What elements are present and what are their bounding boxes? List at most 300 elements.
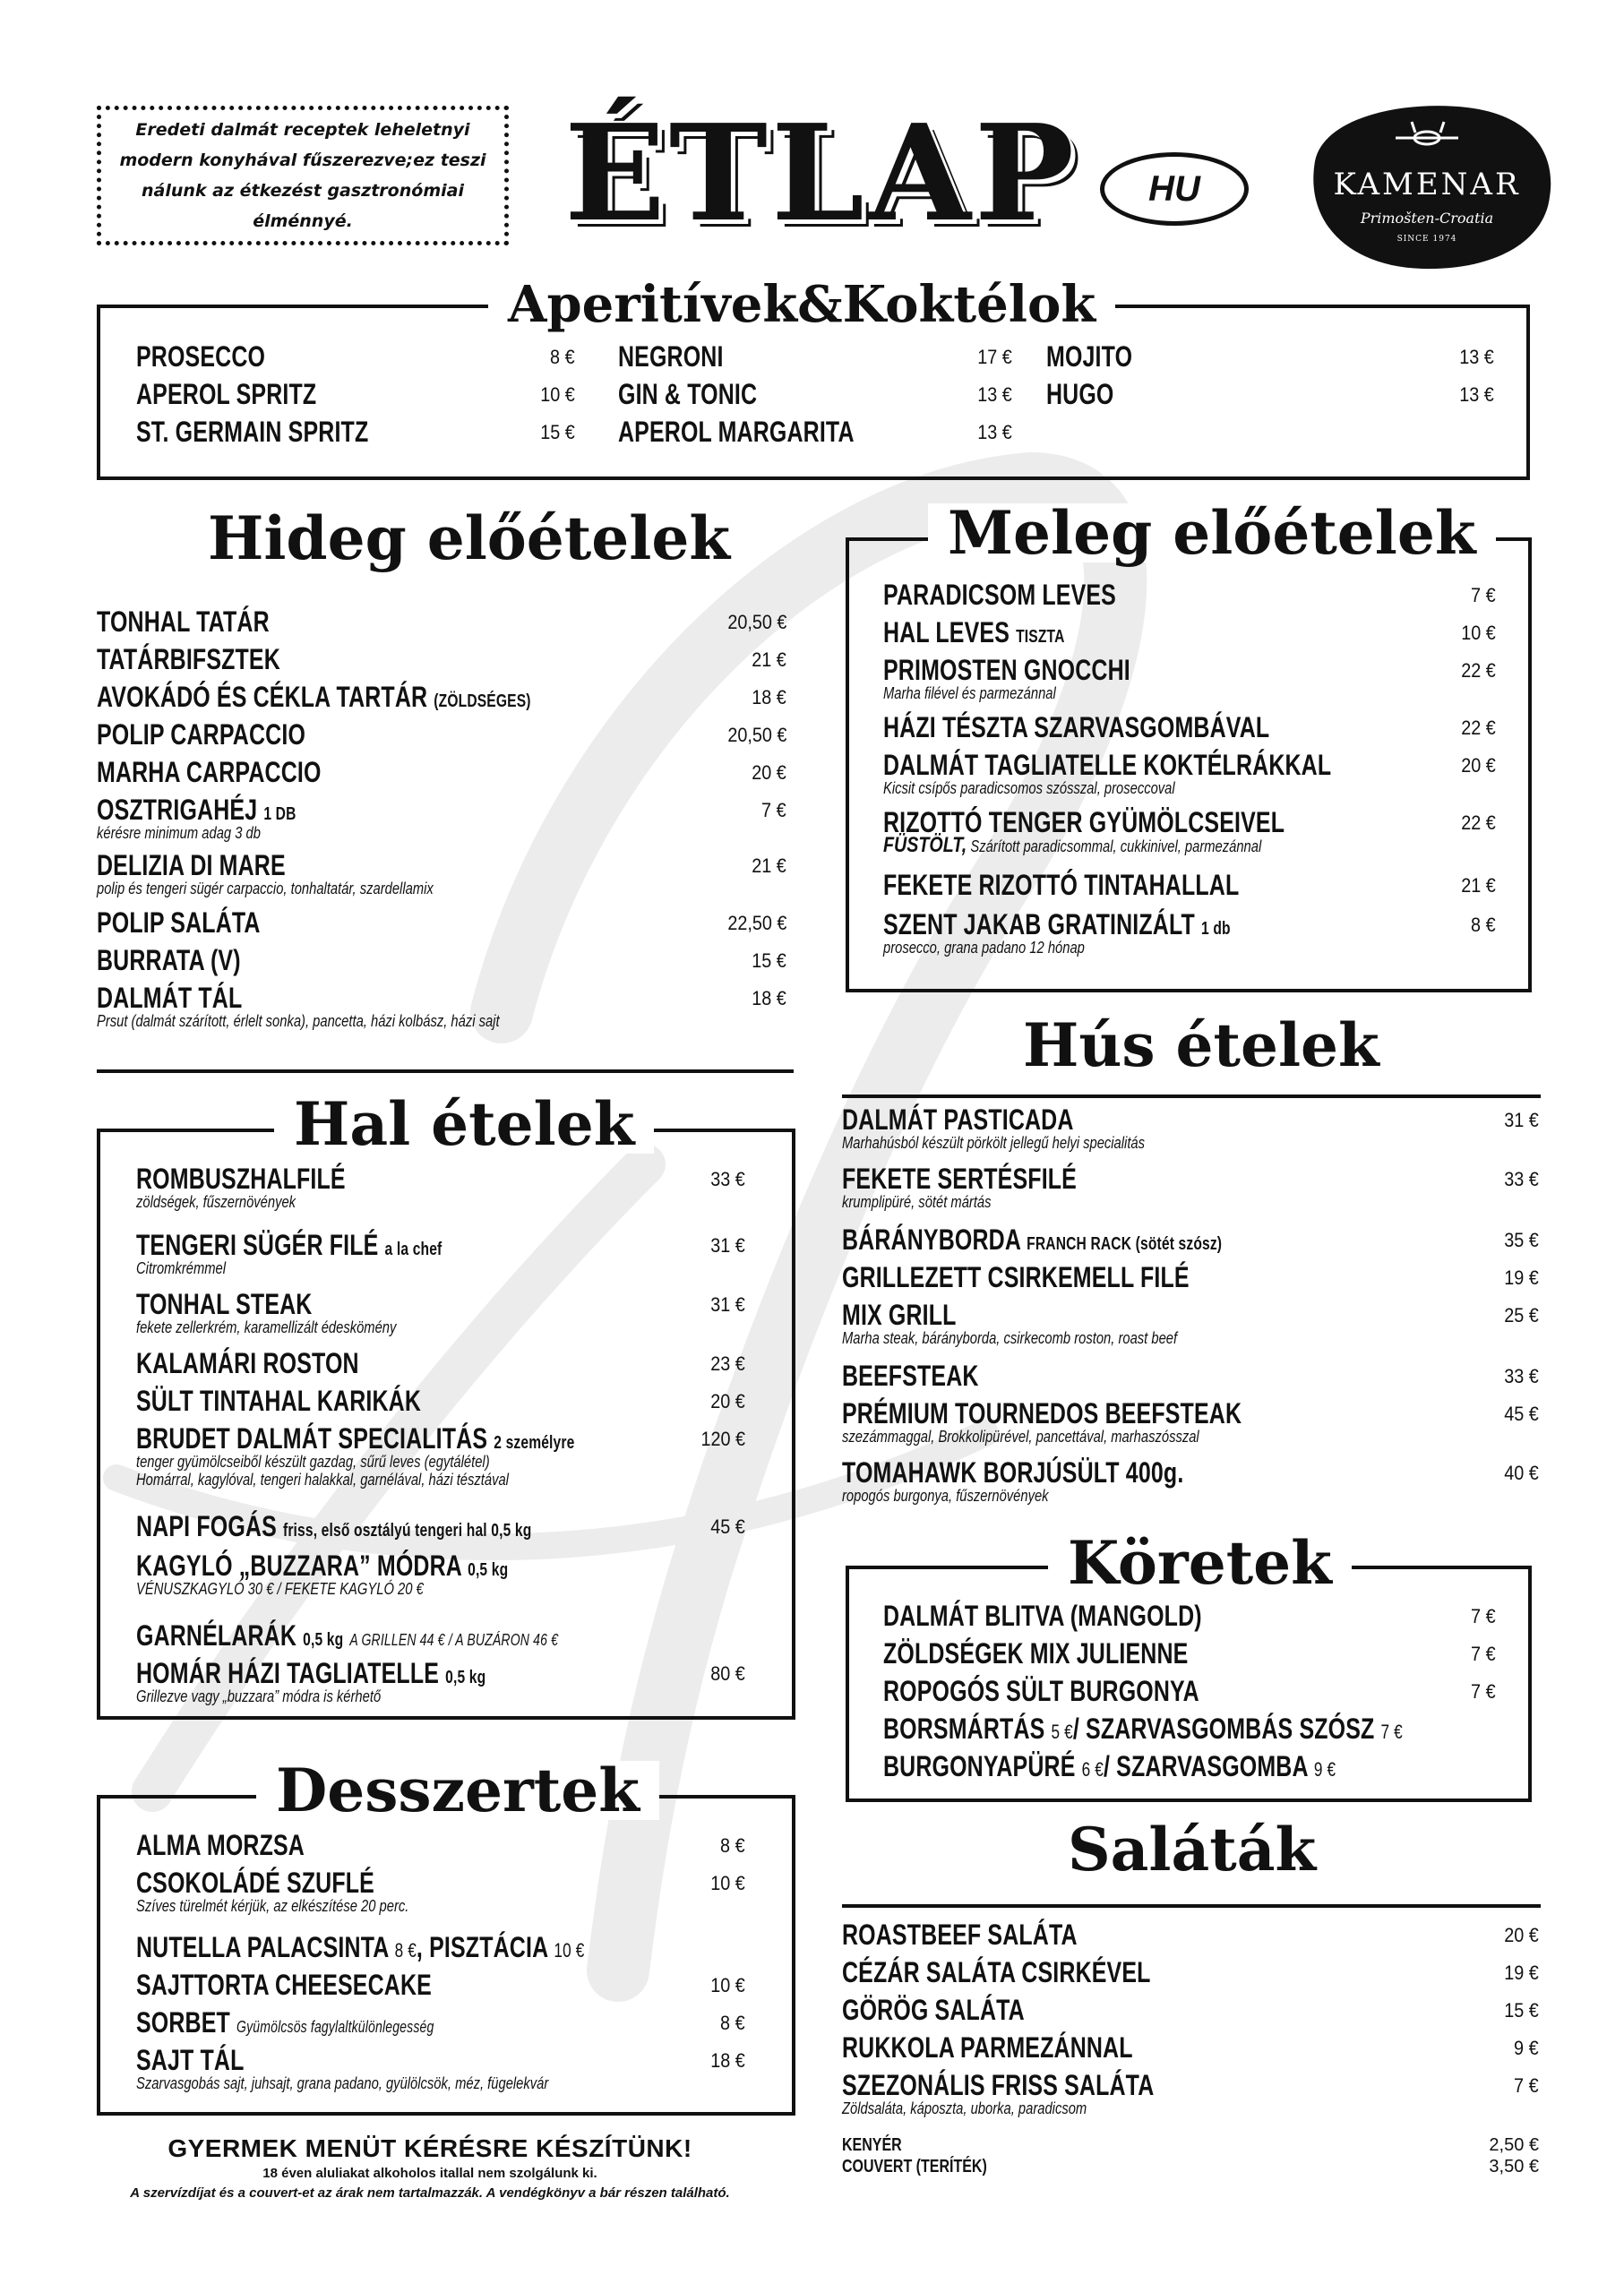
menu-item[interactable] (842, 1956, 1539, 1992)
item-name-text: ZÖLDSÉGEK MIX JULIENNE (883, 1637, 1189, 1670)
item-name (883, 749, 1331, 781)
item-description (136, 1580, 424, 1598)
item-name-text: POLIP CARPACCIO (97, 718, 306, 751)
item-description (136, 1193, 296, 1211)
item-description (842, 1193, 992, 1211)
item-price: 120 € (700, 1428, 745, 1450)
item-name (842, 1956, 1151, 1988)
item-price: 21 € (752, 648, 786, 671)
item-description (883, 939, 1085, 957)
item-price: 20 € (710, 1390, 745, 1412)
menu-item[interactable] (1046, 378, 1494, 414)
item-price: 23 € (710, 1352, 745, 1375)
item-price: 7 € (1471, 1643, 1496, 1665)
menu-item[interactable] (136, 1619, 745, 1655)
cold-bottom-rule (97, 1069, 794, 1073)
menu-item[interactable] (136, 1510, 745, 1546)
item-description (97, 880, 434, 897)
item-description (842, 1134, 1145, 1152)
item-name (97, 605, 270, 638)
menu-item[interactable] (883, 908, 1496, 957)
item-price: 18 € (752, 987, 786, 1009)
item-name (618, 340, 724, 373)
item-name-text: MOJITO (1046, 340, 1133, 373)
item-name (136, 1385, 421, 1417)
item-name (136, 2044, 245, 2076)
item-name (97, 681, 531, 717)
item-description-text: polip és tengeri sügér carpaccio, tonhaltatár, szardellamix (97, 880, 434, 897)
item-price: 31 € (1504, 1109, 1539, 1131)
item-name-text: ALMA MORZSA (136, 1829, 305, 1861)
item-description-text: VÉNUSZKAGYLÓ 30 € / FEKETE KAGYLÓ 20 € (136, 1580, 424, 1598)
cold-heading: Hideg előételek (188, 509, 750, 568)
item-name-text: CSOKOLÁDÉ SZUFLÉ (136, 1867, 374, 1899)
item-name-text: SÜLT TINTAHAL KARIKÁK (136, 1385, 422, 1417)
fish-heading: Hal ételek (274, 1095, 654, 1154)
menu-item[interactable] (618, 378, 1012, 414)
menu-item[interactable] (136, 378, 575, 414)
menu-item[interactable] (136, 1829, 745, 1865)
item-price: 9 € (1514, 2037, 1539, 2059)
item-name (136, 1619, 558, 1656)
item-price: 15 € (1504, 1999, 1539, 2022)
item-price: 10 € (540, 383, 575, 406)
menu-item[interactable] (883, 1675, 1496, 1711)
menu-item[interactable] (883, 1600, 1496, 1635)
item-name (1046, 378, 1114, 410)
salads-top-rule (842, 1904, 1541, 1908)
desserts-heading: Desszertek (256, 1761, 659, 1820)
item-name-text: RIZOTTÓ TENGER GYÜMÖLCSEIVEL (883, 806, 1285, 838)
item-price: 35 € (1504, 1229, 1539, 1251)
item-name (842, 1103, 1074, 1136)
item-name-text: TATÁRBIFSZTEK (97, 643, 280, 675)
item-price: 13 € (977, 421, 1012, 443)
extra-name: KENYÉR (842, 2135, 902, 2155)
item-price: 18 € (752, 686, 786, 708)
item-name (618, 416, 855, 448)
item-price: 22,50 € (726, 912, 786, 934)
combo-a: NUTELLA PALACSINTA (136, 1931, 389, 1963)
item-name-text: ST. GERMAIN SPRITZ (136, 416, 369, 448)
item-description-text: Marha filével és parmezánnal (883, 684, 1056, 702)
item-name-text: TENGERI SÜGÉR FILÉ (136, 1229, 379, 1261)
item-name (842, 1994, 1025, 2026)
menu-item[interactable] (97, 794, 786, 842)
item-name (136, 340, 265, 373)
item-name-text: DALMÁT BLITVA (MANGOLD) (883, 1600, 1202, 1632)
menu-item[interactable] (883, 806, 1496, 857)
sides-heading: Köretek (1048, 1533, 1352, 1592)
menu-item[interactable] (842, 1261, 1539, 1297)
item-name (97, 718, 305, 751)
item-description (883, 684, 1056, 702)
item-note: friss, első osztályú tengeri hal 0,5 kg (282, 1521, 532, 1541)
logo-name: KAMENAR (1333, 167, 1521, 202)
menu-item[interactable] (842, 2069, 1539, 2117)
item-name-text: HOMÁR HÁZI TAGLIATELLE (136, 1657, 440, 1689)
item-name (842, 2031, 1133, 2064)
menu-item[interactable] (136, 416, 575, 451)
item-price: 40 € (1504, 1462, 1539, 1484)
item-description (136, 1318, 396, 1336)
menu-item[interactable] (136, 2044, 745, 2092)
kids-menu-note: GYERMEK MENÜT KÉRÉSRE KÉSZÍTÜNK! (168, 2134, 692, 2162)
item-description-text: fekete zellerkrém, karamellizált édeskömény (136, 1318, 397, 1336)
item-name-text: BÁRÁNYBORDA (842, 1223, 1021, 1256)
item-name-text: GÖRÖG SALÁTA (842, 1994, 1025, 2026)
item-name (136, 1347, 359, 1379)
item-name-text: MARHA CARPACCIO (97, 756, 322, 788)
item-name-text: TONHAL TATÁR (97, 605, 270, 638)
item-name-text: APEROL SPRITZ (136, 378, 317, 410)
item-description-text: prosecco, grana padano 12 hónap (883, 939, 1085, 957)
item-name (842, 1456, 1183, 1489)
item-name-text: SORBET (136, 2006, 230, 2039)
item-price: 20,50 € (726, 611, 786, 633)
alcohol-note: 18 éven aluliakat alkoholos itallal nem szolgálunk ki. (262, 2166, 597, 2181)
meat-heading: Hús ételek (1003, 1016, 1399, 1075)
item-price: 10 € (710, 1974, 745, 1996)
extra-name: COUVERT (TERÍTÉK) (842, 2157, 987, 2176)
item-name (97, 906, 261, 939)
item-name-text: DELIZIA DI MARE (97, 849, 286, 881)
combo-separator: / (1072, 1713, 1079, 1745)
combo-b-price: 9 € (1313, 1758, 1336, 1781)
item-price: 20 € (1504, 1924, 1539, 1946)
item-name (842, 1919, 1078, 1951)
item-price: 10 € (710, 1872, 745, 1894)
menu-item[interactable] (136, 1422, 745, 1489)
item-description-text: Szarvasgobás sajt, juhsajt, grana padano, gyülölcsök, méz, fügelekvár (136, 2074, 549, 2092)
item-name (883, 711, 1269, 743)
item-name (842, 1163, 1077, 1195)
item-name-text: BEEFSTEAK (842, 1360, 979, 1392)
menu-item[interactable] (842, 1397, 1539, 1446)
menu-item[interactable] (136, 340, 575, 376)
item-price: 22 € (1461, 717, 1496, 739)
item-price: 15 € (540, 421, 575, 443)
item-note: a la chef (384, 1240, 443, 1259)
item-name-text: SAJTTORTA CHEESECAKE (136, 1969, 432, 2001)
item-description (136, 2074, 548, 2092)
menu-item[interactable] (136, 1163, 745, 1211)
item-note: 1 DB (263, 804, 296, 824)
salads-heading: Saláták (1048, 1820, 1336, 1879)
language-badge[interactable]: HU (1100, 152, 1249, 226)
item-price: 17 € (977, 346, 1012, 368)
menu-item[interactable] (136, 1229, 745, 1277)
item-note: 0,5 kg (445, 1668, 486, 1687)
menu-item[interactable] (842, 1103, 1539, 1152)
aperitif-heading: Aperitívek&Koktélok (488, 279, 1115, 330)
item-name-text: PRIMOSTEN GNOCCHI (883, 654, 1130, 686)
item-name (136, 416, 368, 448)
item-price: 22 € (1461, 659, 1496, 682)
item-price: 10 € (1461, 622, 1496, 644)
item-price: 25 € (1504, 1304, 1539, 1326)
item-note: TISZTA (1016, 627, 1065, 647)
item-description-text: Kicsit csípős paradicsomos szósszal, proseccoval (883, 779, 1175, 797)
item-price: 19 € (1504, 1266, 1539, 1289)
item-price: 18 € (710, 2049, 745, 2072)
item-description (97, 824, 261, 842)
item-description (883, 833, 1262, 857)
item-italic-note: A GRILLEN 44 € / A BUZÁRON 46 € (349, 1631, 559, 1649)
item-price: 45 € (1504, 1403, 1539, 1425)
item-name-text: TONHAL STEAK (136, 1288, 313, 1320)
menu-item[interactable] (136, 1288, 745, 1336)
item-name (136, 1867, 374, 1899)
menu-item[interactable] (136, 2006, 745, 2042)
menu-item[interactable] (618, 416, 1012, 451)
item-name (842, 1360, 979, 1392)
item-note: (ZÖLDSÉGES) (434, 691, 531, 711)
item-name-text: BRUDET DALMÁT SPECIALITÁS (136, 1422, 488, 1455)
item-name-text: HÁZI TÉSZTA SZARVASGOMBÁVAL (883, 711, 1270, 743)
item-price: 20,50 € (726, 724, 786, 746)
extra-item[interactable] (842, 2157, 1539, 2178)
item-description (136, 1259, 226, 1277)
combo-a-price: 5 € (1051, 1721, 1073, 1743)
item-note: 0,5 kg (303, 1630, 344, 1650)
logo-since: SINCE 1974 (1396, 235, 1457, 244)
menu-item[interactable] (136, 1657, 745, 1705)
menu-item[interactable] (842, 1360, 1539, 1395)
menu-item[interactable] (618, 340, 1012, 376)
item-name-text: GIN & TONIC (618, 378, 758, 410)
item-description (136, 1687, 381, 1705)
menu-item[interactable] (97, 906, 786, 942)
item-price: 21 € (752, 854, 786, 877)
item-description (842, 1487, 1049, 1505)
item-name (883, 654, 1130, 686)
item-name-text: CÉZÁR SALÁTA CSIRKÉVEL (842, 1956, 1151, 1988)
combo-a: BORSMÁRTÁS (883, 1713, 1045, 1745)
item-name (97, 756, 322, 788)
item-name (97, 643, 280, 675)
item-name (883, 579, 1116, 611)
item-price: 45 € (710, 1515, 745, 1538)
menu-item[interactable] (842, 1163, 1539, 1211)
item-note: 0,5 kg (468, 1560, 509, 1580)
meat-top-rule (842, 1095, 1541, 1098)
item-name-text: TOMAHAWK BORJÚSÜLT 400g. (842, 1456, 1184, 1489)
item-description-bold: FÜSTÖLT, (883, 833, 967, 857)
item-name (1046, 340, 1132, 373)
item-note: 1 db (1201, 919, 1231, 939)
combo-b-price: 7 € (1380, 1721, 1403, 1743)
dessert-nutella-pistachio[interactable] (136, 1931, 584, 1967)
page-title: ÉTLAP (564, 95, 1078, 251)
item-name (883, 1675, 1199, 1707)
intro-text: Eredeti dalmát receptek leheletnyi modern konyhával fűszerezve;ez teszi nálunk az étkezést gasztronómiai élménnyé. (97, 106, 509, 245)
menu-item[interactable] (97, 681, 786, 717)
combo-a-price: 6 € (1081, 1758, 1104, 1781)
item-name-text: AVOKÁDÓ ÉS CÉKLA TARTÁR (97, 681, 428, 713)
item-name (842, 1397, 1242, 1429)
item-description-text: szezámmaggal, Brokkolipürével, pancettával, marhaszósszal (842, 1428, 1199, 1446)
item-name (136, 1163, 346, 1195)
item-name (136, 2006, 434, 2043)
combo-b-price: 10 € (554, 1939, 585, 1962)
kamenar-logo (1297, 99, 1557, 274)
item-name-text: ROMBUSZHALFILÉ (136, 1163, 346, 1195)
item-italic-note: Gyümölcsös fagylaltkülönlegesség (236, 2018, 434, 2036)
menu-item[interactable] (883, 616, 1496, 652)
menu-item[interactable] (97, 643, 786, 679)
item-note: FRANCH RACK (sötét szósz) (1027, 1234, 1223, 1254)
menu-item[interactable] (883, 579, 1496, 614)
item-price: 19 € (1504, 1962, 1539, 1984)
item-name-text: GRILLEZETT CSIRKEMELL FILÉ (842, 1261, 1190, 1293)
item-description-text: Prsut (dalmát szárított, érlelt sonka), pancetta, házi kolbász, házi sajt (97, 1012, 500, 1030)
menu-item[interactable] (883, 654, 1496, 702)
menu-item[interactable] (1046, 340, 1494, 376)
item-price: 31 € (710, 1293, 745, 1316)
warm-heading: Meleg előételek (928, 503, 1496, 562)
item-name (136, 1969, 432, 2001)
item-name (842, 2069, 1154, 2101)
item-name-text: FEKETE SERTÉSFILÉ (842, 1163, 1077, 1195)
menu-item[interactable] (883, 1637, 1496, 1673)
extra-price: 2,50 € (1489, 2135, 1539, 2155)
item-description-text: zöldségek, fűszernövények (136, 1193, 296, 1211)
extra-item[interactable] (842, 2135, 1539, 2157)
logo-subtitle: Primošten-Croatia (1360, 210, 1494, 227)
item-price: 31 € (710, 1234, 745, 1257)
combo-b: PISZTÁCIA (429, 1931, 548, 1963)
item-price: 80 € (710, 1662, 745, 1685)
item-description-text: kérésre minimum adag 3 db (97, 824, 261, 842)
menu-item[interactable] (97, 605, 786, 641)
item-description (136, 1897, 408, 1915)
menu-item[interactable] (842, 1994, 1539, 2030)
item-price: 8 € (720, 2012, 745, 2034)
item-price: 22 € (1461, 811, 1496, 834)
item-name-text: SZENT JAKAB GRATINIZÁLT (883, 908, 1195, 940)
item-price: 7 € (1471, 1680, 1496, 1703)
item-name-text: SAJT TÁL (136, 2044, 245, 2076)
menu-item[interactable] (136, 1969, 745, 2005)
item-description-text: Marhahúsból készült pörkölt jellegű helyi specialitás (842, 1134, 1146, 1152)
item-price: 15 € (752, 949, 786, 972)
item-description (883, 779, 1175, 797)
item-name (883, 1637, 1188, 1670)
menu-item[interactable] (883, 711, 1496, 747)
service-note: A szervízdíjat és a couvert-et az árak nem tartalmazzák. A vendégkönyv a bár részen található. (130, 2185, 730, 2201)
menu-item[interactable] (883, 749, 1496, 797)
item-name (136, 1510, 531, 1547)
item-price: 7 € (761, 799, 786, 821)
menu-item[interactable] (842, 2031, 1539, 2067)
item-description-text: tenger gyümölcseiből készült gazdag, sűrű leves (egytálétel) (136, 1453, 490, 1471)
item-name-text: GARNÉLARÁK (136, 1619, 297, 1652)
item-description-text: krumplipüré, sötét mártás (842, 1193, 992, 1211)
item-name (842, 1261, 1190, 1293)
item-name (136, 1288, 312, 1320)
item-name-text: POLIP SALÁTA (97, 906, 261, 939)
item-price: 7 € (1514, 2074, 1539, 2097)
item-name-text: OSZTRIGAHÉJ (97, 794, 258, 826)
menu-item[interactable] (842, 1299, 1539, 1347)
menu-item[interactable] (97, 718, 786, 754)
menu-item[interactable] (842, 1456, 1539, 1505)
sides-combo-sauce[interactable] (883, 1713, 1403, 1748)
item-name-text: PARADICSOM LEVES (883, 579, 1116, 611)
item-price: 13 € (977, 383, 1012, 406)
item-name (136, 378, 316, 410)
item-description-text: Marha steak, bárányborda, csirkecomb roston, roast beef (842, 1329, 1178, 1347)
item-name-text: DALMÁT TAGLIATELLE KOKTÉLRÁKKAL (883, 749, 1332, 781)
item-price: 13 € (1459, 346, 1494, 368)
item-name-text: KALAMÁRI ROSTON (136, 1347, 359, 1379)
item-price: 33 € (1504, 1365, 1539, 1387)
item-name-text: NEGRONI (618, 340, 724, 373)
combo-b: SZARVASGOMBÁS SZÓSZ (1086, 1713, 1375, 1745)
item-name-text: PROSECCO (136, 340, 266, 373)
item-description (136, 1453, 490, 1471)
item-description-text: Grillezve vagy „buzzara” módra is kérhető (136, 1687, 382, 1705)
menu-item[interactable] (97, 849, 786, 897)
item-name-text: FEKETE RIZOTTÓ TINTAHALLAL (883, 869, 1240, 901)
item-price: 33 € (1504, 1168, 1539, 1190)
item-description (842, 2099, 1087, 2117)
item-name-text: HUGO (1046, 378, 1114, 410)
menu-item[interactable] (136, 1550, 745, 1598)
item-name (883, 616, 1065, 653)
item-price: 20 € (1461, 754, 1496, 777)
item-name-text: NAPI FOGÁS (136, 1510, 277, 1542)
item-name-text: RUKKOLA PARMEZÁNNAL (842, 2031, 1133, 2064)
combo-separator: , (416, 1931, 424, 1963)
item-name (842, 1223, 1222, 1260)
combo-separator: / (1103, 1750, 1111, 1782)
item-name-text: SZEZONÁLIS FRISS SALÁTA (842, 2069, 1155, 2101)
item-name-text: MIX GRILL (842, 1299, 957, 1331)
menu-item[interactable] (136, 1347, 745, 1383)
item-description-text: Szíves türelmét kérjük, az elkészítése 20 perc. (136, 1897, 409, 1915)
item-name-text: KAGYLÓ „BUZZARA” MÓDRA (136, 1550, 462, 1582)
item-description (97, 1012, 500, 1030)
menu-item[interactable] (842, 1223, 1539, 1259)
combo-b: SZARVASGOMBA (1116, 1750, 1308, 1782)
item-price: 8 € (550, 346, 575, 368)
item-price: 7 € (1471, 584, 1496, 606)
combo-a: BURGONYAPÜRÉ (883, 1750, 1076, 1782)
combo-a-price: 8 € (394, 1939, 417, 1962)
extra-price: 3,50 € (1489, 2157, 1539, 2176)
item-name-text: DALMÁT TÁL (97, 982, 243, 1014)
menu-item[interactable] (97, 756, 786, 792)
menu-item[interactable] (842, 1919, 1539, 1954)
item-description-text: Zöldsaláta, káposzta, uborka, paradicsom (842, 2099, 1087, 2117)
menu-item[interactable] (883, 869, 1496, 905)
item-description-text: Szárított paradicsommal, cukkinivel, parmezánnal (970, 837, 1262, 855)
item-description-2: Homárral, kagylóval, tengeri halakkal, garnélával, házi tésztával (136, 1471, 509, 1489)
item-name (136, 1829, 305, 1861)
item-name (97, 982, 242, 1014)
menu-item[interactable] (136, 1867, 745, 1915)
menu-item[interactable] (136, 1385, 745, 1421)
item-name (883, 869, 1239, 901)
item-name-text: ROASTBEEF SALÁTA (842, 1919, 1078, 1951)
sides-combo-puree[interactable] (883, 1750, 1336, 1786)
item-price: 8 € (1471, 914, 1496, 936)
item-price: 7 € (1471, 1605, 1496, 1627)
menu-item[interactable] (97, 982, 786, 1030)
menu-item[interactable] (97, 944, 786, 980)
